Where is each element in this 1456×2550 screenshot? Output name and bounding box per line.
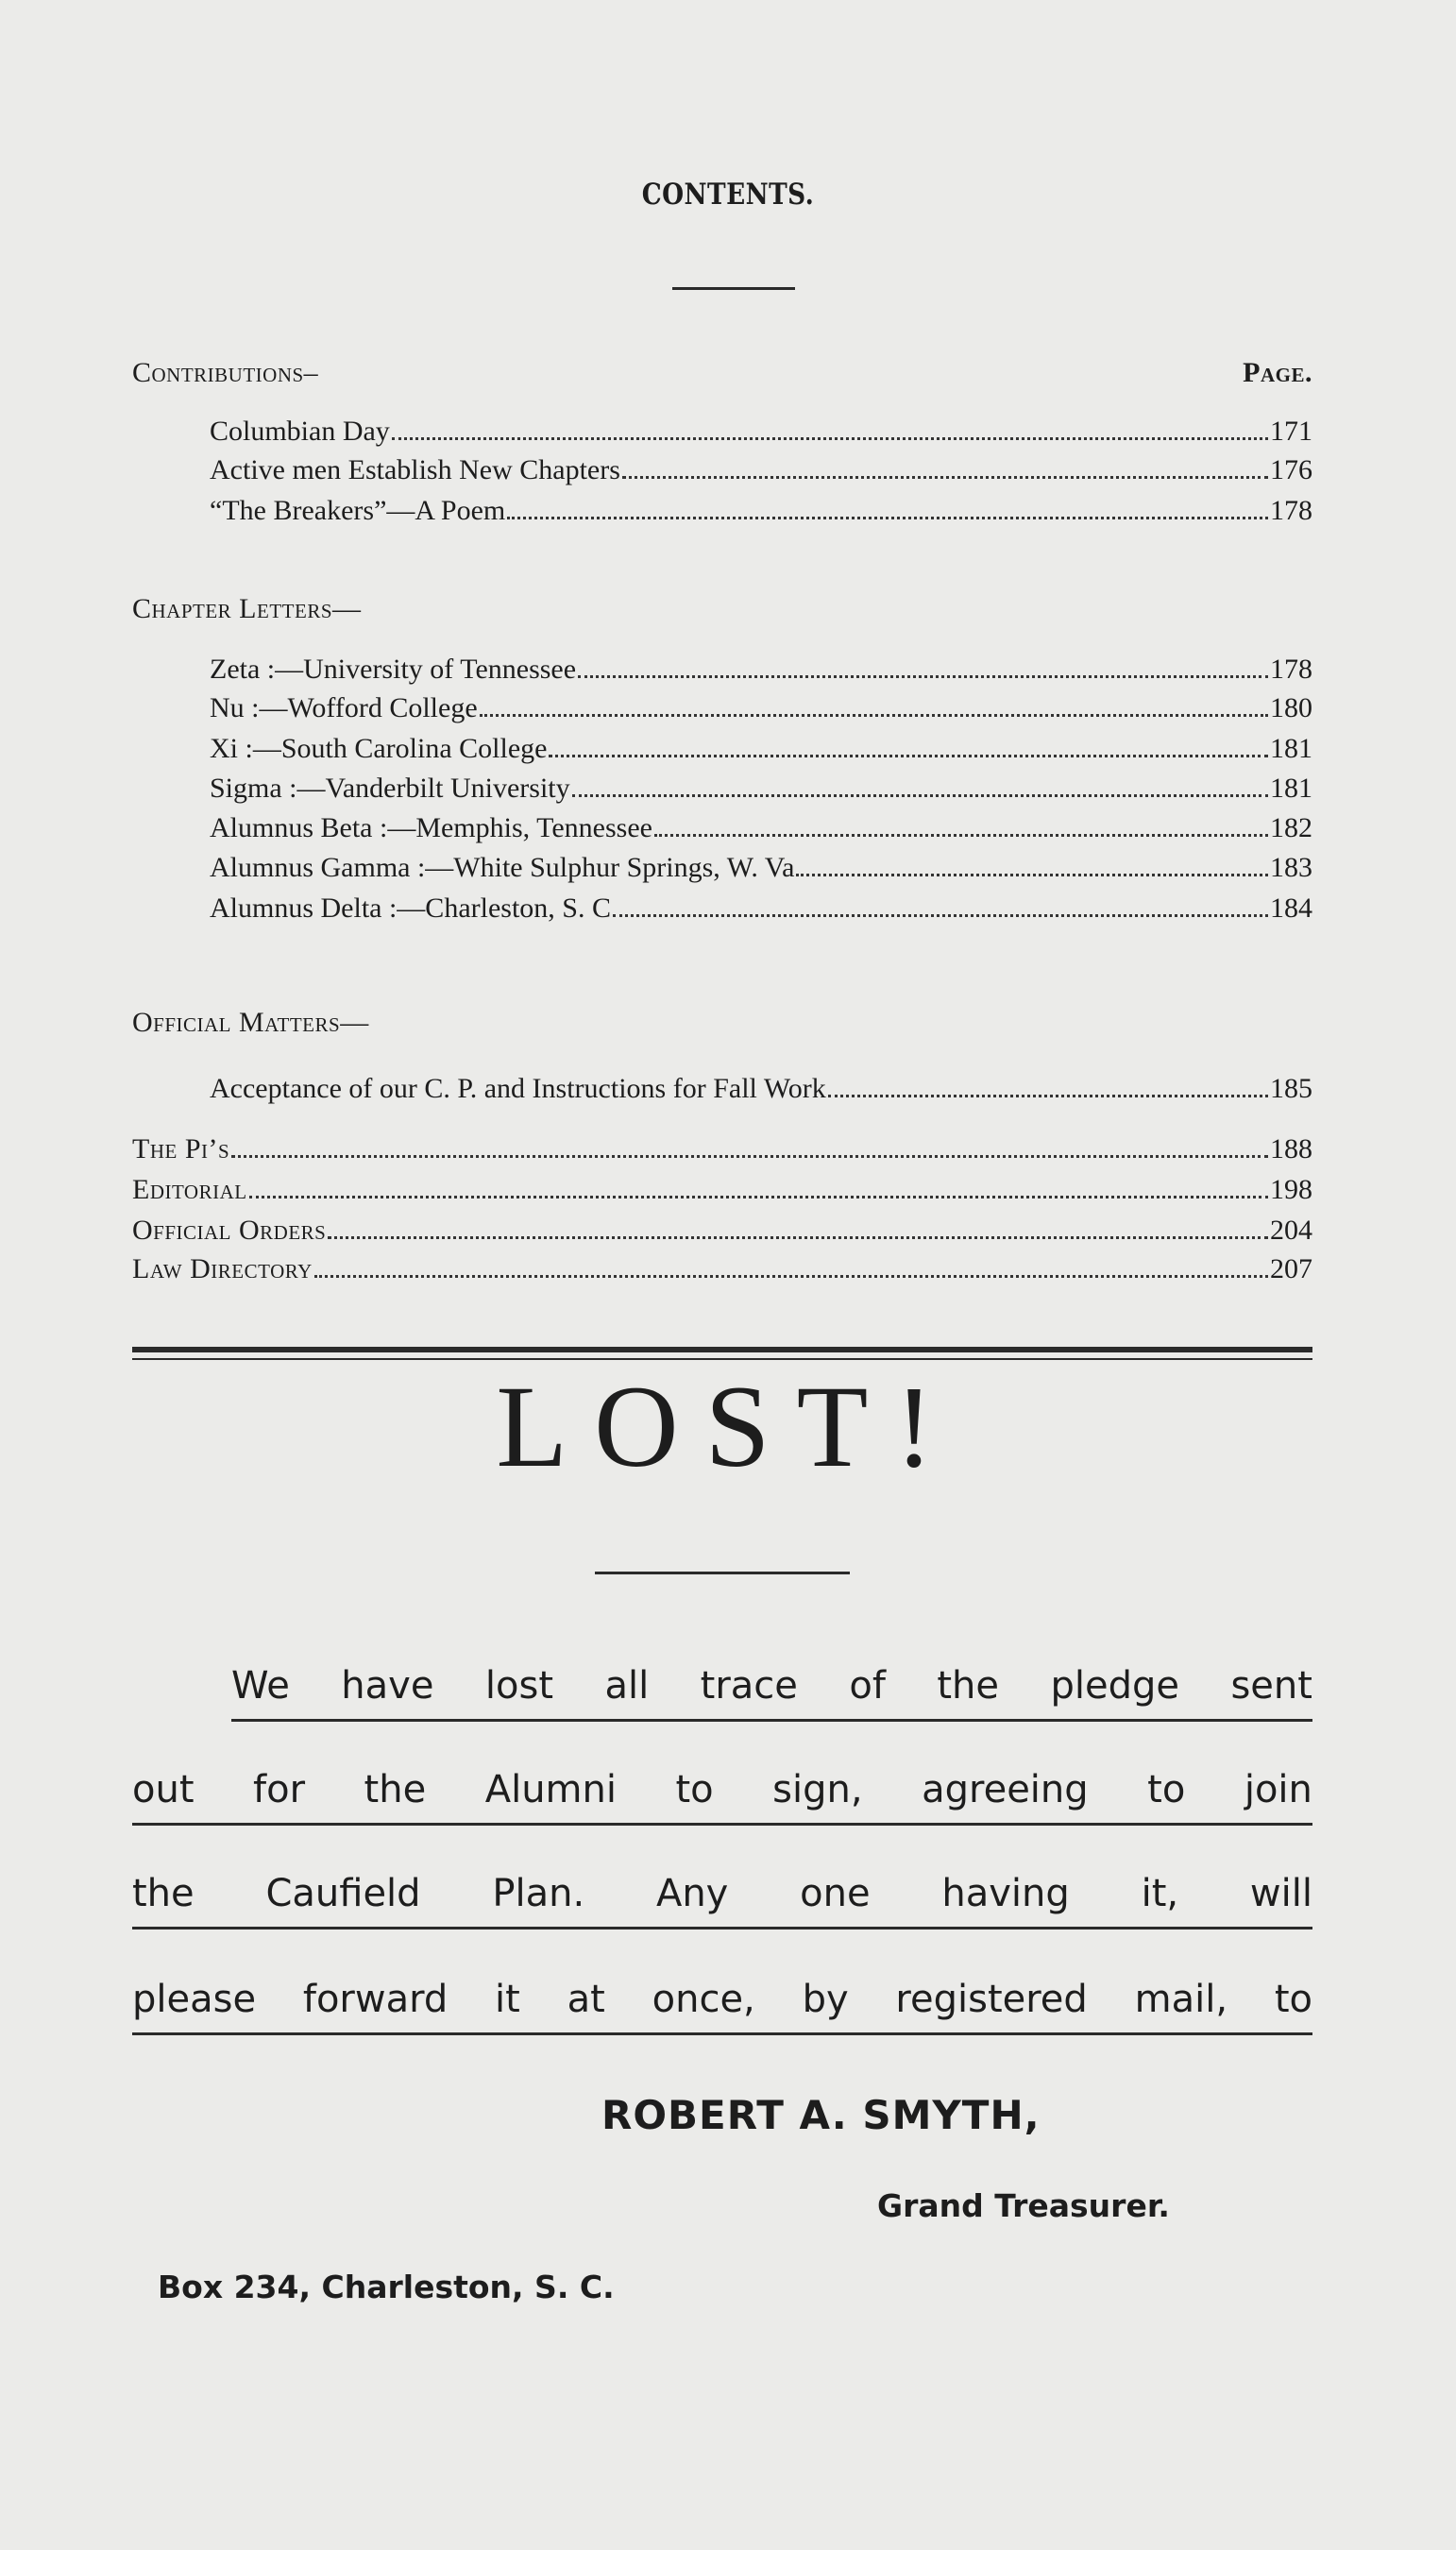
toc-entry — [132, 1253, 1312, 1291]
section-heading: Official Matters— — [132, 1007, 369, 1038]
dot-leader — [392, 437, 1268, 440]
notice-word: sent — [1230, 1664, 1312, 1708]
signature-name: ROBERT A. SMYTH, — [601, 2092, 1041, 2138]
toc-entry-title: Alumnus Delta :—Charleston, S. C — [210, 892, 611, 924]
notice-word: Caufield — [265, 1872, 421, 1915]
toc-entry-page: 182 — [1270, 812, 1312, 843]
dot-leader — [507, 517, 1268, 519]
toc-entry-page: 198 — [1270, 1174, 1312, 1205]
section-heading: Chapter Letters— — [132, 593, 362, 624]
toc-entry — [210, 1073, 1312, 1111]
toc-entry-title: Official Orders — [132, 1215, 327, 1246]
notice-word: pledge — [1050, 1664, 1179, 1708]
notice-line — [132, 1768, 1312, 1826]
notice-word: the — [937, 1664, 1000, 1708]
toc-entry — [132, 1174, 1312, 1212]
toc-entry-title: Active men Establish New Chapters — [210, 454, 620, 485]
toc-entry — [210, 495, 1312, 533]
notice-word: Any — [655, 1872, 729, 1915]
dot-leader — [828, 1095, 1268, 1097]
toc-entry-page: 171 — [1270, 416, 1312, 447]
dot-leader — [328, 1236, 1268, 1239]
toc-entry-page: 181 — [1270, 773, 1312, 804]
toc-entry-title: Editorial — [132, 1174, 247, 1205]
toc-entry — [210, 812, 1312, 850]
dot-leader — [654, 834, 1268, 837]
toc-entry — [210, 892, 1312, 930]
toc-entry — [210, 692, 1312, 730]
notice-word: once, — [652, 1978, 755, 2021]
double-rule-thick — [132, 1347, 1312, 1352]
toc-entry-title: Law Directory — [132, 1253, 313, 1284]
toc-entry-page: 188 — [1270, 1133, 1312, 1164]
toc-entry-title: “The Breakers”—A Poem — [210, 495, 506, 526]
toc-entry-title: The Pi’s — [132, 1133, 230, 1164]
toc-entry-title: Sigma :—Vanderbilt University — [210, 773, 570, 804]
notice-line — [132, 1978, 1312, 2035]
notice-word: will — [1249, 1872, 1312, 1915]
notice-word: the — [364, 1768, 427, 1811]
notice-word: having — [941, 1872, 1070, 1915]
toc-entry-page: 180 — [1270, 692, 1312, 723]
notice-word: lost — [484, 1664, 553, 1708]
notice-word: forward — [302, 1978, 449, 2021]
notice-line — [231, 1664, 1312, 1722]
signature-title: Grand Treasurer. — [877, 2187, 1170, 2224]
notice-word: all — [604, 1664, 650, 1708]
page-column-label: Page. — [1243, 357, 1312, 388]
notice-word: of — [849, 1664, 886, 1708]
notice-word: out — [132, 1768, 195, 1811]
toc-entry-page: 185 — [1270, 1073, 1312, 1104]
notice-word: to — [1274, 1978, 1312, 2021]
notice-word: the — [132, 1872, 195, 1915]
toc-entry-title: Alumnus Beta :—Memphis, Tennessee — [210, 812, 652, 843]
contents-title: CONTENTS. — [641, 178, 815, 212]
toc-entry-page: 176 — [1270, 454, 1312, 485]
notice-word: trace — [700, 1664, 798, 1708]
toc-entry-page: 183 — [1270, 852, 1312, 883]
toc-entry-title: Zeta :—University of Tennessee — [210, 654, 577, 685]
toc-entry — [210, 454, 1312, 492]
dot-leader — [622, 476, 1268, 479]
notice-word: agreeing — [922, 1768, 1089, 1811]
toc-entry-page: 178 — [1270, 654, 1312, 685]
toc-entry-page: 178 — [1270, 495, 1312, 526]
notice-word: join — [1244, 1768, 1312, 1811]
title-divider — [672, 287, 795, 290]
toc-entry — [210, 733, 1312, 771]
notice-word: mail, — [1134, 1978, 1228, 2021]
notice-word: by — [802, 1978, 849, 2021]
notice-word: Plan. — [492, 1872, 585, 1915]
dot-leader — [572, 794, 1268, 797]
notice-word: at — [567, 1978, 605, 2021]
notice-word: for — [253, 1768, 306, 1811]
toc-entry-page: 207 — [1270, 1253, 1312, 1284]
toc-entry-page: 204 — [1270, 1215, 1312, 1246]
lost-headline: LOST! — [496, 1362, 960, 1491]
toc-entry — [132, 1215, 1312, 1252]
toc-entry — [132, 1133, 1312, 1171]
notice-word: one — [800, 1872, 871, 1915]
dot-leader — [314, 1275, 1268, 1278]
toc-entry-title: Acceptance of our C. P. and Instructions for Fall Work — [210, 1073, 826, 1104]
notice-word: to — [1147, 1768, 1186, 1811]
notice-word: to — [675, 1768, 714, 1811]
toc-entry — [210, 416, 1312, 453]
notice-line — [132, 1872, 1312, 1930]
notice-word: it, — [1141, 1872, 1179, 1915]
dot-leader — [249, 1196, 1268, 1198]
notice-word: registered — [895, 1978, 1088, 2021]
toc-entry-page: 184 — [1270, 892, 1312, 924]
section-heading-contributions: Contributions– — [132, 357, 319, 388]
notice-word: Alumni — [484, 1768, 617, 1811]
notice-word: it — [495, 1978, 520, 2021]
toc-entry-page: 181 — [1270, 733, 1312, 764]
toc-entry — [210, 654, 1312, 691]
dot-leader — [796, 874, 1268, 876]
dot-leader — [480, 714, 1268, 717]
notice-word: please — [132, 1978, 257, 2021]
headline-divider — [595, 1572, 850, 1574]
mailing-address: Box 234, Charleston, S. C. — [158, 2269, 615, 2305]
toc-entry-title: Columbian Day — [210, 416, 390, 447]
toc-entry-title: Nu :—Wofford College — [210, 692, 478, 723]
dot-leader — [231, 1155, 1268, 1158]
toc-entry — [210, 773, 1312, 810]
notice-word: We — [231, 1664, 290, 1708]
dot-leader — [578, 675, 1268, 678]
notice-word: have — [341, 1664, 434, 1708]
notice-word: sign, — [772, 1768, 863, 1811]
dot-leader — [549, 755, 1268, 757]
dot-leader — [613, 914, 1268, 917]
toc-entry-title: Xi :—South Carolina College — [210, 733, 548, 764]
toc-entry-title: Alumnus Gamma :—White Sulphur Springs, W. Va — [210, 852, 795, 883]
toc-entry — [210, 852, 1312, 890]
